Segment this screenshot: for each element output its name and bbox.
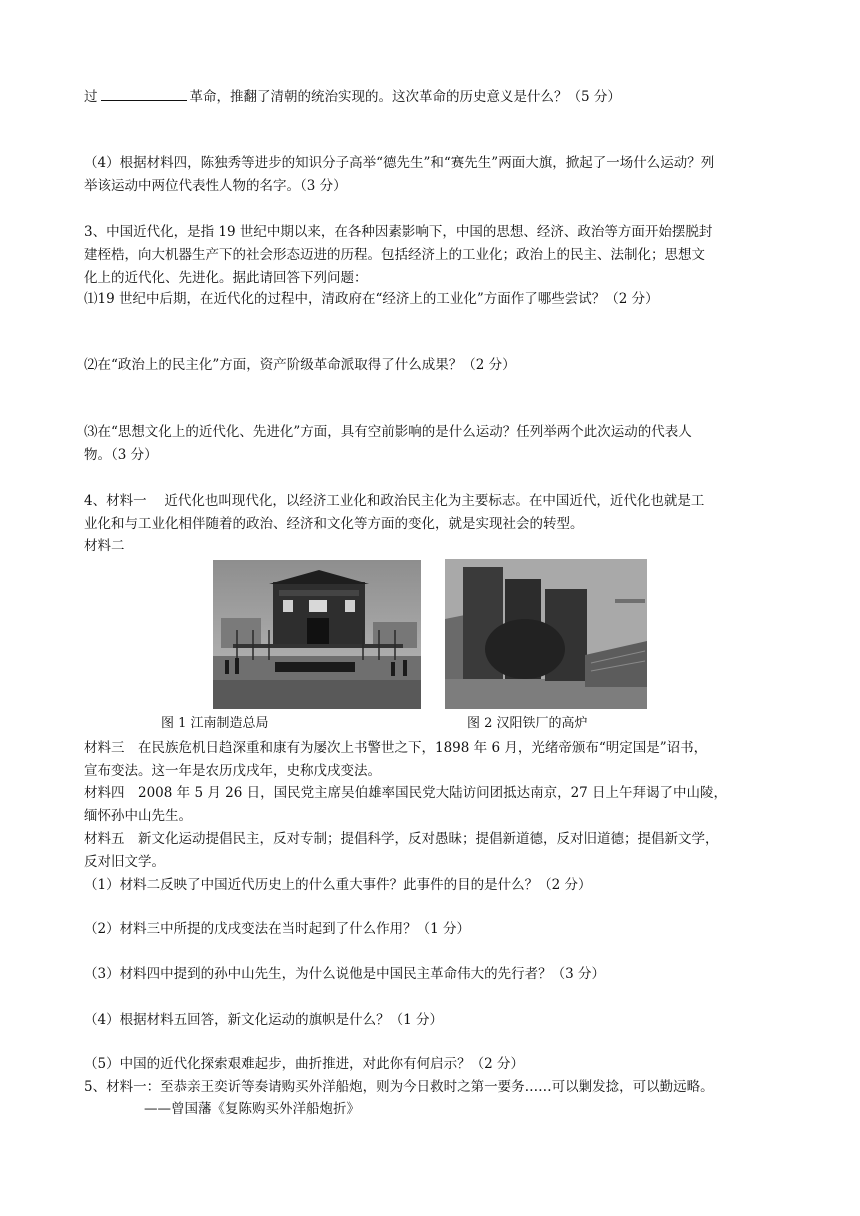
question-4-4: （4）根据材料五回答，新文化运动的旗帜是什么？（1 分） — [84, 1012, 443, 1028]
question-5-source: ——曾国藩《复陈购买外洋船炮折》 — [144, 1101, 360, 1117]
material-5-line-1: 材料五 新文化运动提倡民主，反对专制；提倡科学，反对愚昧；提倡新道德，反对旧道德；提倡新文学， — [84, 831, 719, 847]
question-3-intro-1: 3、中国近代化，是指 19 世纪中期以来，在各种因素影响下，中国的思想、经济、政治等方面开始摆脱封 — [84, 224, 713, 240]
material-1-line-1: 4、材料一 近代化也叫现代化，以经济工业化和政治民主化为主要标志。在中国近代，近代化也就是工 — [84, 493, 705, 509]
material-4-line-2: 缅怀孙中山先生。 — [84, 808, 192, 824]
material-3-line-1: 材料三 在民族危机日趋深重和康有为屡次上书警世之下，1898 年 6 月，光绪帝颁布“明定国是”诏书， — [84, 740, 708, 756]
material-4-line-1: 材料四 2008 年 5 月 26 日，国民党主席吴伯雄率国民党大陆访问团抵达南京，27 日上午拜谒了中山陵， — [84, 785, 728, 801]
question-4-3: （3）材料四中提到的孙中山先生，为什么说他是中国民主革命伟大的先行者？（3 分） — [84, 966, 605, 982]
question-5-material-1: 5、材料一：至恭亲王奕䜣等奏请购买外洋船炮，则为今日救时之第一要务……可以剿发捻，可以勤远略。 — [84, 1079, 714, 1095]
question-3-intro-2: 建桎梏，向大机器生产下的社会形态迈进的历程。包括经济上的工业化；政治上的民主、法制化；思想文 — [84, 247, 705, 263]
question-2-4-line-2: 举该运动中两位代表性人物的名字。（3 分） — [84, 178, 347, 194]
material-5-line-2: 反对旧文学。 — [84, 854, 165, 870]
question-2-4-line-1: （4）根据材料四，陈独秀等进步的知识分子高举“德先生”和“赛先生”两面大旗，掀起了一场什么运动？列 — [84, 155, 715, 171]
question-4-5: （5）中国的近代化探索艰难起步，曲折推进，对此你有何启示？（2 分） — [84, 1056, 524, 1072]
answer-blank[interactable] — [101, 86, 187, 101]
question-4-1: （1）材料二反映了中国近代历史上的什么重大事件？此事件的目的是什么？（2 分） — [84, 877, 592, 893]
material-3-line-2: 宣布变法。这一年是农历戊戌年，史称戊戌变法。 — [84, 763, 381, 779]
question-3-2: ⑵在“政治上的民主化”方面，资产阶级革命派取得了什么成果？（2 分） — [84, 357, 516, 373]
question-3-1: ⑴19 世纪中后期，在近代化的过程中，清政府在“经济上的工业化”方面作了哪些尝试？（2 分） — [84, 291, 659, 307]
figure-1-caption: 图 1 江南制造总局 — [161, 716, 269, 731]
material-2-label: 材料二 — [84, 538, 125, 554]
material-1-line-2: 业化和与工业化相伴随着的政治、经济和文化等方面的变化，就是实现社会的转型。 — [84, 516, 584, 532]
jiangnan-arsenal-photo — [213, 560, 421, 709]
question-2-3-line: 过 革命，推翻了清朝的统治实现的。这次革命的历史意义是什么？（5 分） — [84, 86, 621, 107]
hanyang-ironworks-photo — [445, 559, 647, 709]
question-3-intro-3: 化上的近代化、先进化。据此请回答下列问题： — [84, 270, 368, 286]
question-3-3-line-1: ⑶在“思想文化上的近代化、先进化”方面，具有空前影响的是什么运动？任列举两个此次运动的代表人 — [84, 424, 692, 440]
figure-2-caption: 图 2 汉阳铁厂的高炉 — [467, 716, 588, 731]
question-4-2: （2）材料三中所提的戊戌变法在当时起到了什么作用？（1 分） — [84, 921, 470, 937]
question-3-3-line-2: 物。（3 分） — [84, 447, 158, 463]
